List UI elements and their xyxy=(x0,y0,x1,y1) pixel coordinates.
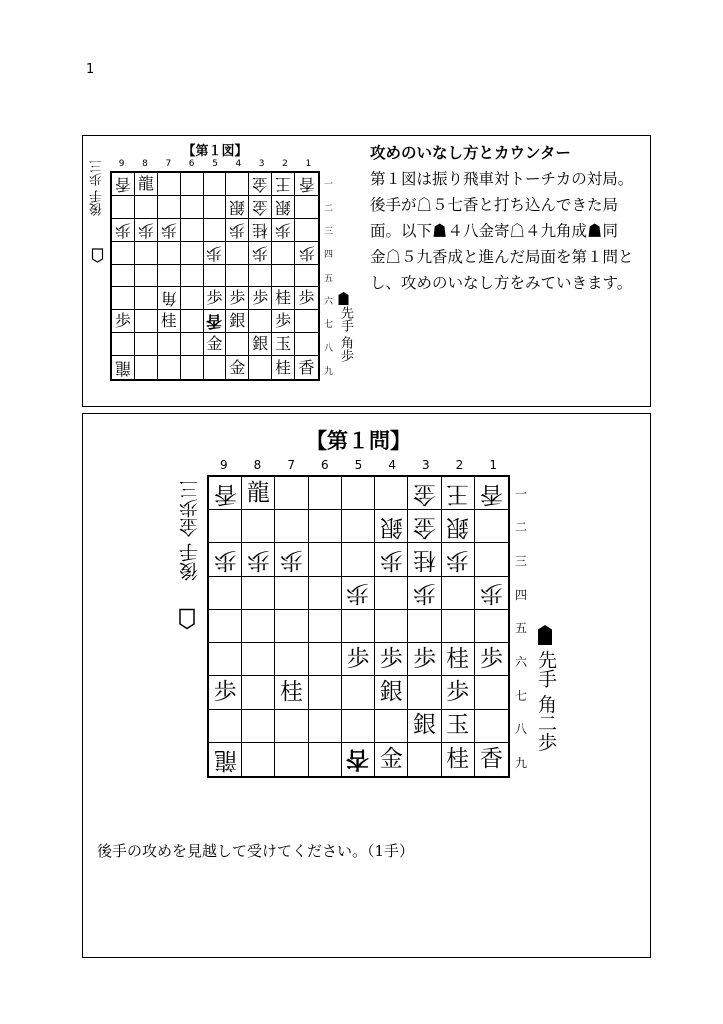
sente-piece: 歩 xyxy=(206,288,223,308)
gote-piece: 歩 xyxy=(479,580,503,607)
board-cell xyxy=(375,743,408,776)
sente-piece: 桂 xyxy=(275,357,292,377)
row-label: 三 xyxy=(515,553,528,568)
sente-piece: 歩 xyxy=(114,311,131,331)
gote-piece: 歩 xyxy=(229,220,246,240)
board-cell xyxy=(209,510,242,543)
board-cell xyxy=(342,676,375,709)
sente-piece: 玉 xyxy=(446,712,470,739)
sente-piece: 歩 xyxy=(446,678,470,705)
board-cell xyxy=(342,743,375,776)
gote-piece: 桂 xyxy=(252,220,269,240)
board-cell xyxy=(226,242,249,265)
sente-piece: 歩 xyxy=(275,311,292,331)
board-cell xyxy=(275,577,308,610)
board-cell xyxy=(158,333,181,356)
board-cell xyxy=(242,676,275,709)
column-label: 6 xyxy=(188,159,195,169)
figure1-title: 【第１図】 xyxy=(182,144,248,159)
board-cell xyxy=(309,610,342,643)
board-cell xyxy=(275,676,308,709)
board-cell xyxy=(309,577,342,610)
board-cell xyxy=(181,287,204,310)
board-cell xyxy=(204,287,227,310)
gote-piece: 歩 xyxy=(160,220,177,240)
sente-piece: 歩 xyxy=(252,288,269,308)
board-cell xyxy=(375,510,408,543)
board-cell xyxy=(226,287,249,310)
board-cell xyxy=(242,510,275,543)
board-cell xyxy=(295,242,318,265)
column-label: 1 xyxy=(305,159,312,169)
board-cell xyxy=(408,710,441,743)
board-cell xyxy=(272,173,295,196)
board-cell xyxy=(204,333,227,356)
board-cell xyxy=(442,543,475,576)
board-cell xyxy=(408,477,441,510)
board-cell xyxy=(135,196,158,219)
row-label: 四 xyxy=(324,250,334,261)
board-cell xyxy=(249,287,272,310)
sente-piece: 銀 xyxy=(252,334,269,354)
board-cell xyxy=(204,310,227,333)
board-cell xyxy=(249,310,272,333)
row-label: 七 xyxy=(324,320,334,331)
row-label: 一 xyxy=(515,486,528,501)
gote-piece: 歩 xyxy=(412,580,436,607)
column-label: 3 xyxy=(422,458,430,472)
board-cell xyxy=(342,643,375,676)
board-cell xyxy=(408,543,441,576)
board-cell xyxy=(204,242,227,265)
board-cell xyxy=(272,196,295,219)
board-cell xyxy=(112,333,135,356)
column-label: 5 xyxy=(212,159,218,169)
board-cell xyxy=(295,219,318,242)
column-label: 1 xyxy=(489,458,497,472)
board-cell xyxy=(375,643,408,676)
figure1-gote-hand: 後手 歩三 xyxy=(90,160,105,217)
column-label: 8 xyxy=(142,159,148,169)
row-label: 五 xyxy=(324,273,334,284)
gote-piece: 歩 xyxy=(446,547,470,574)
board-cell xyxy=(204,265,227,288)
board-cell xyxy=(272,333,295,356)
board-cell xyxy=(342,610,375,643)
gote-piece: 歩 xyxy=(275,220,292,240)
row-label: 五 xyxy=(515,621,528,636)
board-cell xyxy=(309,676,342,709)
board-cell xyxy=(249,356,272,379)
sente-piece: 香 xyxy=(298,357,315,377)
board-cell xyxy=(309,477,342,510)
gote-piece: 香 xyxy=(213,480,237,507)
gote-piece: 歩 xyxy=(346,580,370,607)
problem1-board xyxy=(207,475,510,778)
board-cell xyxy=(158,265,181,288)
gote-piece: 銀 xyxy=(229,197,246,217)
problem1-sente-hand: 先手 角二歩 xyxy=(535,650,557,752)
board-cell xyxy=(375,676,408,709)
row-label: 七 xyxy=(515,688,528,703)
sente-piece: 銀 xyxy=(229,311,246,331)
board-cell xyxy=(275,643,308,676)
board-cell xyxy=(408,510,441,543)
board-cell xyxy=(275,710,308,743)
board-cell xyxy=(442,610,475,643)
board-cell xyxy=(204,196,227,219)
board-cell xyxy=(295,287,318,310)
gote-piece: 歩 xyxy=(298,243,315,263)
commentary-body: 第１図は振り飛車対トーチカの対局。後手が☖５七香と打ち込んできた局面。以下☗４八金寄☖４九角成☗同 金☖５九香成と進んだ局面を第１問とし、攻めのいなし方をみていきます。 xyxy=(370,170,634,292)
board-cell xyxy=(249,196,272,219)
board-cell xyxy=(204,173,227,196)
row-label: 九 xyxy=(324,366,334,377)
problem1-title: 【第１問】 xyxy=(306,429,411,453)
board-cell xyxy=(309,643,342,676)
board-cell xyxy=(342,577,375,610)
board-cell xyxy=(342,543,375,576)
board-cell xyxy=(158,310,181,333)
gote-piece: 龍 xyxy=(114,358,131,378)
column-label: 7 xyxy=(287,458,295,472)
gote-piece: 金 xyxy=(252,174,269,194)
board-cell xyxy=(226,265,249,288)
sente-piece: 歩 xyxy=(412,645,436,672)
problem1-question: 後手の攻めを見越して受けてください。（1手） xyxy=(97,842,415,860)
board-cell xyxy=(295,356,318,379)
column-label: 9 xyxy=(220,458,228,472)
board-cell xyxy=(309,743,342,776)
row-label: 九 xyxy=(515,755,528,770)
board-cell xyxy=(375,577,408,610)
board-cell xyxy=(226,219,249,242)
board-cell xyxy=(272,219,295,242)
gote-piece: 杏 xyxy=(346,745,370,773)
board-cell xyxy=(442,577,475,610)
board-cell xyxy=(135,219,158,242)
sente-piece: 龍 xyxy=(246,479,270,506)
board-cell xyxy=(112,173,135,196)
gote-piece: 桂 xyxy=(412,547,436,574)
board-cell xyxy=(209,676,242,709)
board-cell xyxy=(375,610,408,643)
sente-piece: 桂 xyxy=(280,678,304,705)
sente-piece-icon xyxy=(536,624,554,646)
board-cell xyxy=(475,610,508,643)
board-cell xyxy=(226,356,249,379)
board-cell xyxy=(181,265,204,288)
sente-piece-icon xyxy=(337,291,350,306)
gote-piece: 歩 xyxy=(379,547,403,574)
row-label: 二 xyxy=(515,520,528,535)
board-cell xyxy=(209,543,242,576)
board-cell xyxy=(249,265,272,288)
sente-piece: 金 xyxy=(379,745,403,772)
sente-piece: 桂 xyxy=(446,745,470,772)
board-cell xyxy=(135,287,158,310)
board-cell xyxy=(226,333,249,356)
board-cell xyxy=(112,242,135,265)
board-cell xyxy=(209,743,242,776)
gote-piece: 金 xyxy=(252,197,269,217)
board-cell xyxy=(112,287,135,310)
board-cell xyxy=(475,643,508,676)
board-cell xyxy=(342,510,375,543)
sente-piece: 金 xyxy=(229,357,246,377)
sente-piece: 歩 xyxy=(479,645,503,672)
column-label: 7 xyxy=(165,159,172,169)
board-cell xyxy=(135,242,158,265)
board-cell xyxy=(408,643,441,676)
board-cell xyxy=(442,643,475,676)
row-label: 八 xyxy=(515,722,528,737)
board-cell xyxy=(309,543,342,576)
sente-piece: 香 xyxy=(479,745,503,772)
board-cell xyxy=(408,743,441,776)
board-cell xyxy=(272,310,295,333)
sente-piece: 歩 xyxy=(298,288,315,308)
board-cell xyxy=(135,356,158,379)
row-label: 三 xyxy=(324,226,334,237)
sente-piece: 桂 xyxy=(275,288,292,308)
sente-piece: 玉 xyxy=(275,334,292,354)
column-label: 9 xyxy=(118,159,125,169)
gote-piece: 香 xyxy=(479,480,503,507)
board-cell xyxy=(226,310,249,333)
board-cell xyxy=(442,676,475,709)
board-cell xyxy=(309,710,342,743)
board-cell xyxy=(158,287,181,310)
column-label: 2 xyxy=(455,458,464,472)
gote-piece: 歩 xyxy=(137,220,154,240)
board-cell xyxy=(112,356,135,379)
gote-piece: 角 xyxy=(160,289,177,309)
board-cell xyxy=(342,710,375,743)
sente-piece: 龍 xyxy=(137,173,154,193)
column-label: 4 xyxy=(235,159,242,169)
sente-piece: 金 xyxy=(206,334,223,354)
board-cell xyxy=(249,242,272,265)
board-cell xyxy=(249,219,272,242)
column-label: 6 xyxy=(321,458,329,472)
gote-piece: 香 xyxy=(114,174,131,194)
board-cell xyxy=(209,577,242,610)
gote-piece: 龍 xyxy=(213,746,237,773)
gote-piece-icon xyxy=(178,608,196,630)
board-cell xyxy=(475,743,508,776)
problem1-gote-hand: 後手 金歩三 xyxy=(179,480,201,582)
board-cell xyxy=(295,265,318,288)
board-cell xyxy=(475,543,508,576)
gote-piece: 金 xyxy=(412,480,436,507)
board-cell xyxy=(475,510,508,543)
board-cell xyxy=(295,196,318,219)
board-cell xyxy=(112,265,135,288)
board-cell xyxy=(475,577,508,610)
board-cell xyxy=(181,333,204,356)
board-cell xyxy=(375,477,408,510)
board-cell xyxy=(181,242,204,265)
board-cell xyxy=(181,219,204,242)
gote-piece: 歩 xyxy=(280,547,304,574)
board-cell xyxy=(272,287,295,310)
board-cell xyxy=(158,173,181,196)
gote-piece: 香 xyxy=(206,312,223,332)
sente-piece: 銀 xyxy=(379,678,403,705)
board-cell xyxy=(475,477,508,510)
board-cell xyxy=(226,196,249,219)
board-cell xyxy=(249,333,272,356)
board-cell xyxy=(209,643,242,676)
row-label: 一 xyxy=(324,180,334,191)
board-cell xyxy=(135,265,158,288)
row-label: 八 xyxy=(324,343,334,354)
board-cell xyxy=(342,477,375,510)
column-label: 3 xyxy=(258,159,265,169)
board-cell xyxy=(442,510,475,543)
board-cell xyxy=(272,242,295,265)
board-cell xyxy=(242,477,275,510)
board-cell xyxy=(275,743,308,776)
row-label: 二 xyxy=(324,203,334,214)
row-label: 六 xyxy=(515,654,528,669)
board-cell xyxy=(475,710,508,743)
gote-piece: 王 xyxy=(275,174,292,194)
board-cell xyxy=(442,710,475,743)
row-label: 四 xyxy=(515,587,528,602)
column-label: 8 xyxy=(253,458,262,472)
board-cell xyxy=(158,356,181,379)
board-cell xyxy=(135,333,158,356)
board-cell xyxy=(135,310,158,333)
board-cell xyxy=(204,356,227,379)
gote-piece: 歩 xyxy=(206,243,223,263)
gote-piece: 銀 xyxy=(275,197,292,217)
board-cell xyxy=(226,173,249,196)
board-cell xyxy=(242,743,275,776)
column-label: 4 xyxy=(388,458,396,472)
gote-piece: 香 xyxy=(298,174,315,194)
board-cell xyxy=(112,310,135,333)
board-cell xyxy=(242,543,275,576)
board-cell xyxy=(209,710,242,743)
board-cell xyxy=(442,743,475,776)
board-cell xyxy=(158,219,181,242)
board-cell xyxy=(209,477,242,510)
gote-piece-icon xyxy=(91,248,104,263)
gote-piece: 金 xyxy=(412,513,436,540)
board-cell xyxy=(275,510,308,543)
gote-piece: 銀 xyxy=(379,513,403,540)
row-label: 六 xyxy=(324,296,334,307)
board-cell xyxy=(112,196,135,219)
page-number: 1 xyxy=(86,62,95,77)
board-cell xyxy=(242,577,275,610)
board-cell xyxy=(181,356,204,379)
commentary-title: 攻めのいなし方とカウンター xyxy=(370,143,571,162)
board-cell xyxy=(181,173,204,196)
figure1-sente-hand: 先手 角歩 xyxy=(338,306,353,363)
board-cell xyxy=(375,543,408,576)
gote-piece: 歩 xyxy=(114,220,131,240)
column-label: 5 xyxy=(354,458,363,472)
gote-piece: 歩 xyxy=(246,547,270,574)
gote-piece: 王 xyxy=(446,480,470,507)
board-cell xyxy=(242,610,275,643)
board-cell xyxy=(408,610,441,643)
sente-piece: 桂 xyxy=(446,645,470,672)
board-cell xyxy=(209,610,242,643)
board-cell xyxy=(181,196,204,219)
sente-piece: 銀 xyxy=(412,712,436,739)
board-cell xyxy=(275,610,308,643)
commentary xyxy=(370,140,640,296)
column-label: 2 xyxy=(282,159,288,169)
board-cell xyxy=(408,676,441,709)
sente-piece: 歩 xyxy=(229,288,246,308)
board-cell xyxy=(112,219,135,242)
board-cell xyxy=(309,510,342,543)
board-cell xyxy=(242,710,275,743)
board-cell xyxy=(249,173,272,196)
board-cell xyxy=(272,265,295,288)
board-cell xyxy=(158,242,181,265)
board-cell xyxy=(475,676,508,709)
sente-piece: 歩 xyxy=(213,678,237,705)
board-cell xyxy=(204,219,227,242)
board-cell xyxy=(242,643,275,676)
gote-piece: 歩 xyxy=(213,547,237,574)
board-cell xyxy=(295,310,318,333)
board-cell xyxy=(181,310,204,333)
gote-piece: 銀 xyxy=(446,513,470,540)
board-cell xyxy=(275,477,308,510)
sente-piece: 歩 xyxy=(379,645,403,672)
board-cell xyxy=(275,543,308,576)
board-cell xyxy=(272,356,295,379)
board-cell xyxy=(158,196,181,219)
board-cell xyxy=(295,333,318,356)
board-cell xyxy=(295,173,318,196)
board-cell xyxy=(135,173,158,196)
board-cell xyxy=(375,710,408,743)
sente-piece: 桂 xyxy=(160,311,177,331)
figure1-board xyxy=(110,171,320,381)
board-cell xyxy=(408,577,441,610)
sente-piece: 歩 xyxy=(346,645,370,672)
gote-piece: 歩 xyxy=(252,243,269,263)
board-cell xyxy=(442,477,475,510)
